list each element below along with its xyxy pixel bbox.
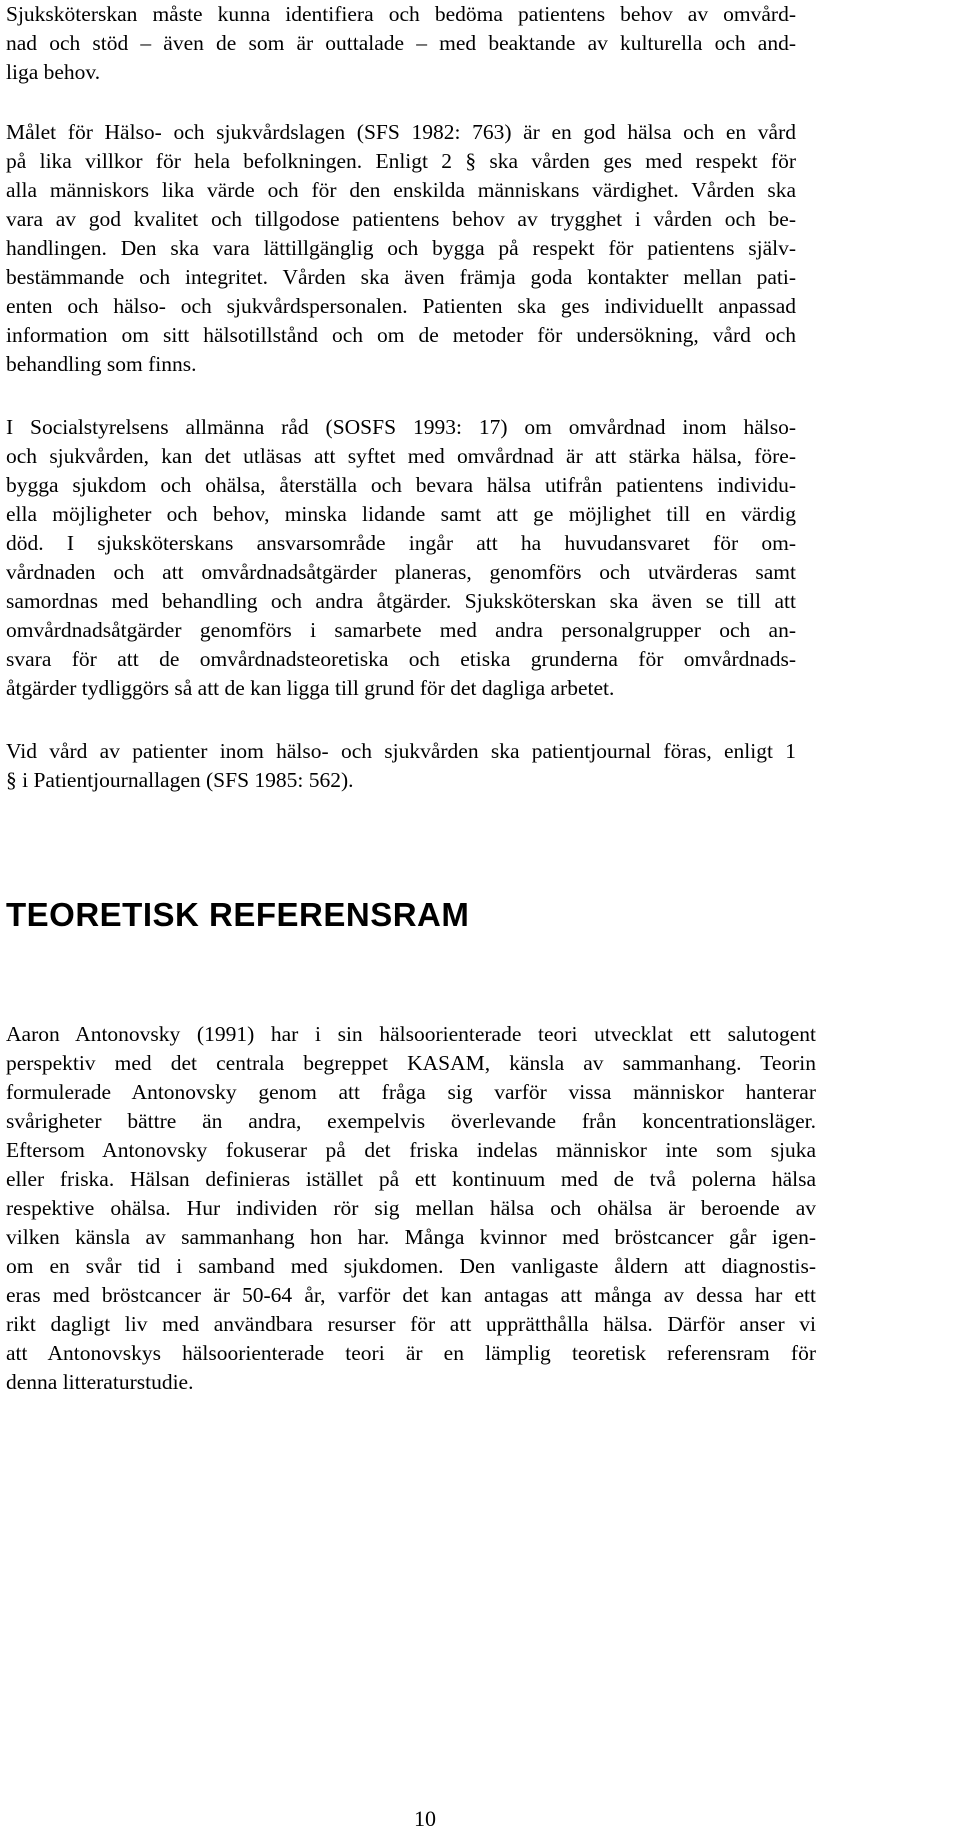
text-line: åtgärder tydliggörs så att de kan ligga till grund för det dagliga arbetet. [6,676,615,700]
text-line: rikt dagligt liv med användbara resurser för att upprätthålla hälsa. Därför anser vi [6,1312,816,1336]
text-line: samordnas med behandling och andra åtgärder. Sjuksköterskan ska även se till att [6,589,796,613]
text-line: liga behov. [6,60,101,84]
paragraph-health-care-act [6,118,816,379]
paragraph-nursing-needs [6,0,816,87]
text-line: Eftersom Antonovsky fokuserar på det friska indelas människor inte som sjuka [6,1138,816,1162]
text-line: vilken känsla av sammanhang hon har. Många kvinnor med bröstcancer går igen- [6,1225,816,1249]
text-line: eller friska. Hälsan definieras istället på ett kontinuum med de två polerna hälsa [6,1167,816,1191]
text-line: omvårdnadsåtgärder genomförs i samarbete med andra personalgrupper och an- [6,618,796,642]
text-line: perspektiv med det centrala begreppet KASAM, känsla av sammanhang. Teorin [6,1051,816,1075]
text-line: svara för att de omvårdnadsteoretiska och etiska grunderna för omvårdnads- [6,647,796,671]
text-line: respektive ohälsa. Hur individen rör sig mellan hälsa och ohälsa är beroende av [6,1196,816,1220]
page-number: 10 [414,1806,436,1831]
text-line: formulerade Antonovsky genom att fråga sig varför vissa människor hanterar [6,1080,816,1104]
text-line: och sjukvården, kan det utläsas att syftet med omvårdnad är att stärka hälsa, före- [6,444,796,468]
text-line: enten och hälso- och sjukvårdspersonalen. Patienten ska ges individuellt anpassad [6,294,796,318]
text-line: på lika villkor för hela befolkningen. Enligt 2 § ska vården ges med respekt för [6,149,796,173]
text-line: Sjuksköterskan måste kunna identifiera och bedöma patientens behov av omvård- [6,2,796,26]
paragraph-antonovsky-theory [6,1020,816,1397]
section-heading: TEORETISK REFERENSRAM [6,896,470,933]
text-line: om en svår tid i samband med sjukdomen. Den vanligaste åldern att diagnostis- [6,1254,816,1278]
paragraph-socialstyrelsen-advice [6,413,816,703]
text-line: ella möjligheter och behov, minska lidande samt att ge möjlighet till en värdig [6,502,796,526]
text-line: svårigheter bättre än andra, exempelvis överlevande från koncentrationsläger. [6,1109,816,1133]
text-line: vara av god kvalitet och tillgodose patientens behov av trygghet i vården och be- [6,207,796,231]
text-line: död. I sjuksköterskans ansvarsområde ingår att ha huvudansvaret för om- [6,531,796,555]
text-line: handlingen. Den ska vara lättillgänglig och bygga på respekt för patientens själv- [6,236,796,260]
text-line: behandling som finns. [6,352,197,376]
paragraph-patient-records [6,737,816,795]
text-line: vårdnaden och att omvårdnadsåtgärder planeras, genomförs och utvärderas samt [6,560,796,584]
text-line: information om sitt hälsotillstånd och om de metoder för undersökning, vård och [6,323,796,347]
text-line: bygga sjukdom och ohälsa, återställa och bevara hälsa utifrån patientens individu- [6,473,796,497]
text-line: denna litteraturstudie. [6,1370,194,1394]
text-line: Aaron Antonovsky (1991) har i sin hälsoorienterade teori utvecklat ett salutogent [6,1022,816,1046]
text-line: eras med bröstcancer är 50-64 år, varför det kan antagas att många av dessa har ett [6,1283,816,1307]
text-line: Målet för Hälso- och sjukvårdslagen (SFS 1982: 763) är en god hälsa och en vård [6,120,796,144]
text-line: I Socialstyrelsens allmänna råd (SOSFS 1993: 17) om omvårdnad inom hälso- [6,415,796,439]
text-line: bestämmande och integritet. Vården ska även främja goda kontakter mellan pati- [6,265,796,289]
text-line: att Antonovskys hälsoorienterade teori är en lämplig teoretisk referensram för [6,1341,816,1365]
text-line: Vid vård av patienter inom hälso- och sjukvården ska patientjournal föras, enligt 1 [6,739,796,763]
text-line: alla människors lika värde och för den enskilda människans värdighet. Vården ska [6,178,796,202]
text-line: nad och stöd – även de som är outtalade – med beaktande av kulturella och and- [6,31,796,55]
text-line: § i Patientjournallagen (SFS 1985: 562). [6,768,354,792]
